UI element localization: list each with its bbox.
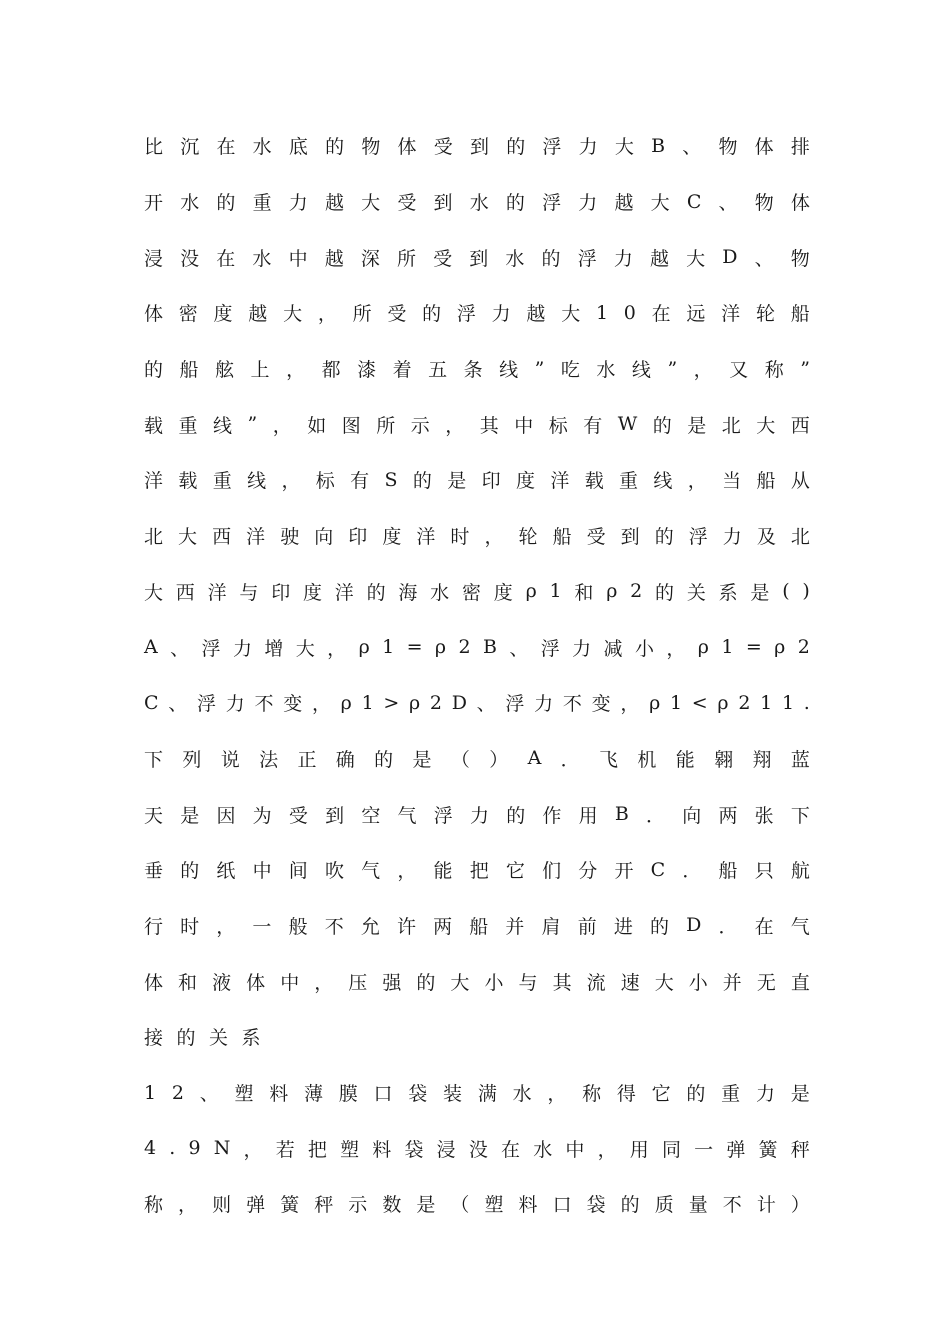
text-line: C 、 浮 力 不 变 ， ρ 1 > ρ 2 D 、 浮 力 不 变 ， ρ 1 < ρ 2 1 1 . (144, 691, 810, 716)
text-line: 体 密 度 越 大 ， 所 受 的 浮 力 越 大 1 0 在 远 洋 轮 船 (144, 301, 810, 326)
text-line: 北 大 西 洋 驶 向 印 度 洋 时 ， 轮 船 受 到 的 浮 力 及 北 (144, 526, 810, 549)
document-body (144, 118, 810, 1232)
text-line: 4 . 9 N ， 若 把 塑 料 袋 浸 没 在 水 中 ， 用 同 一 弹 簧 秤 (144, 1137, 810, 1161)
text-line: 下 列 说 法 正 确 的 是 （ ） A ． 飞 机 能 翱 翔 蓝 (144, 747, 810, 771)
text-line: 载 重 线 ” ， 如 图 所 示 ， 其 中 标 有 W 的 是 北 大 西 (144, 413, 810, 437)
text-line: 称 ， 则 弹 簧 秤 示 数 是 （ 塑 料 口 袋 的 质 量 不 计 ） (144, 1194, 810, 1217)
text-line: 大 西 洋 与 印 度 洋 的 海 水 密 度 ρ 1 和 ρ 2 的 关 系 是 ( ) (144, 580, 810, 604)
text-line: 开 水 的 重 力 越 大 受 到 水 的 浮 力 越 大 C 、 物 体 (144, 190, 810, 215)
text-line: 行 时 ， 一 般 不 允 许 两 船 并 肩 前 进 的 D ． 在 气 (144, 914, 810, 938)
text-line: 1 2 、 塑 料 薄 膜 口 袋 装 满 水 ， 称 得 它 的 重 力 是 (144, 1081, 810, 1106)
text-line: A 、 浮 力 增 大 ， ρ 1 = ρ 2 B 、 浮 力 减 小 ， ρ 1 = ρ 2 (144, 636, 810, 660)
text-line: 天 是 因 为 受 到 空 气 浮 力 的 作 用 B ． 向 两 张 下 (144, 803, 810, 827)
text-line: 体 和 液 体 中 ， 压 强 的 大 小 与 其 流 速 大 小 并 无 直 (144, 971, 810, 994)
text-line: 的 船 舷 上 ， 都 漆 着 五 条 线 ” 吃 水 线 ” ， 又 称 ” (144, 357, 810, 382)
text-line: 比 沉 在 水 底 的 物 体 受 到 的 浮 力 大 B 、 物 体 排 (144, 134, 810, 159)
text-line: 垂 的 纸 中 间 吹 气 ， 能 把 它 们 分 开 C ． 船 只 航 (144, 858, 810, 883)
text-line: 洋 载 重 线 ， 标 有 S 的 是 印 度 洋 载 重 线 ， 当 船 从 (144, 468, 810, 493)
text-line: 浸 没 在 水 中 越 深 所 受 到 水 的 浮 力 越 大 D 、 物 (144, 246, 810, 270)
text-line: 接 的 关 系 (144, 1027, 261, 1050)
